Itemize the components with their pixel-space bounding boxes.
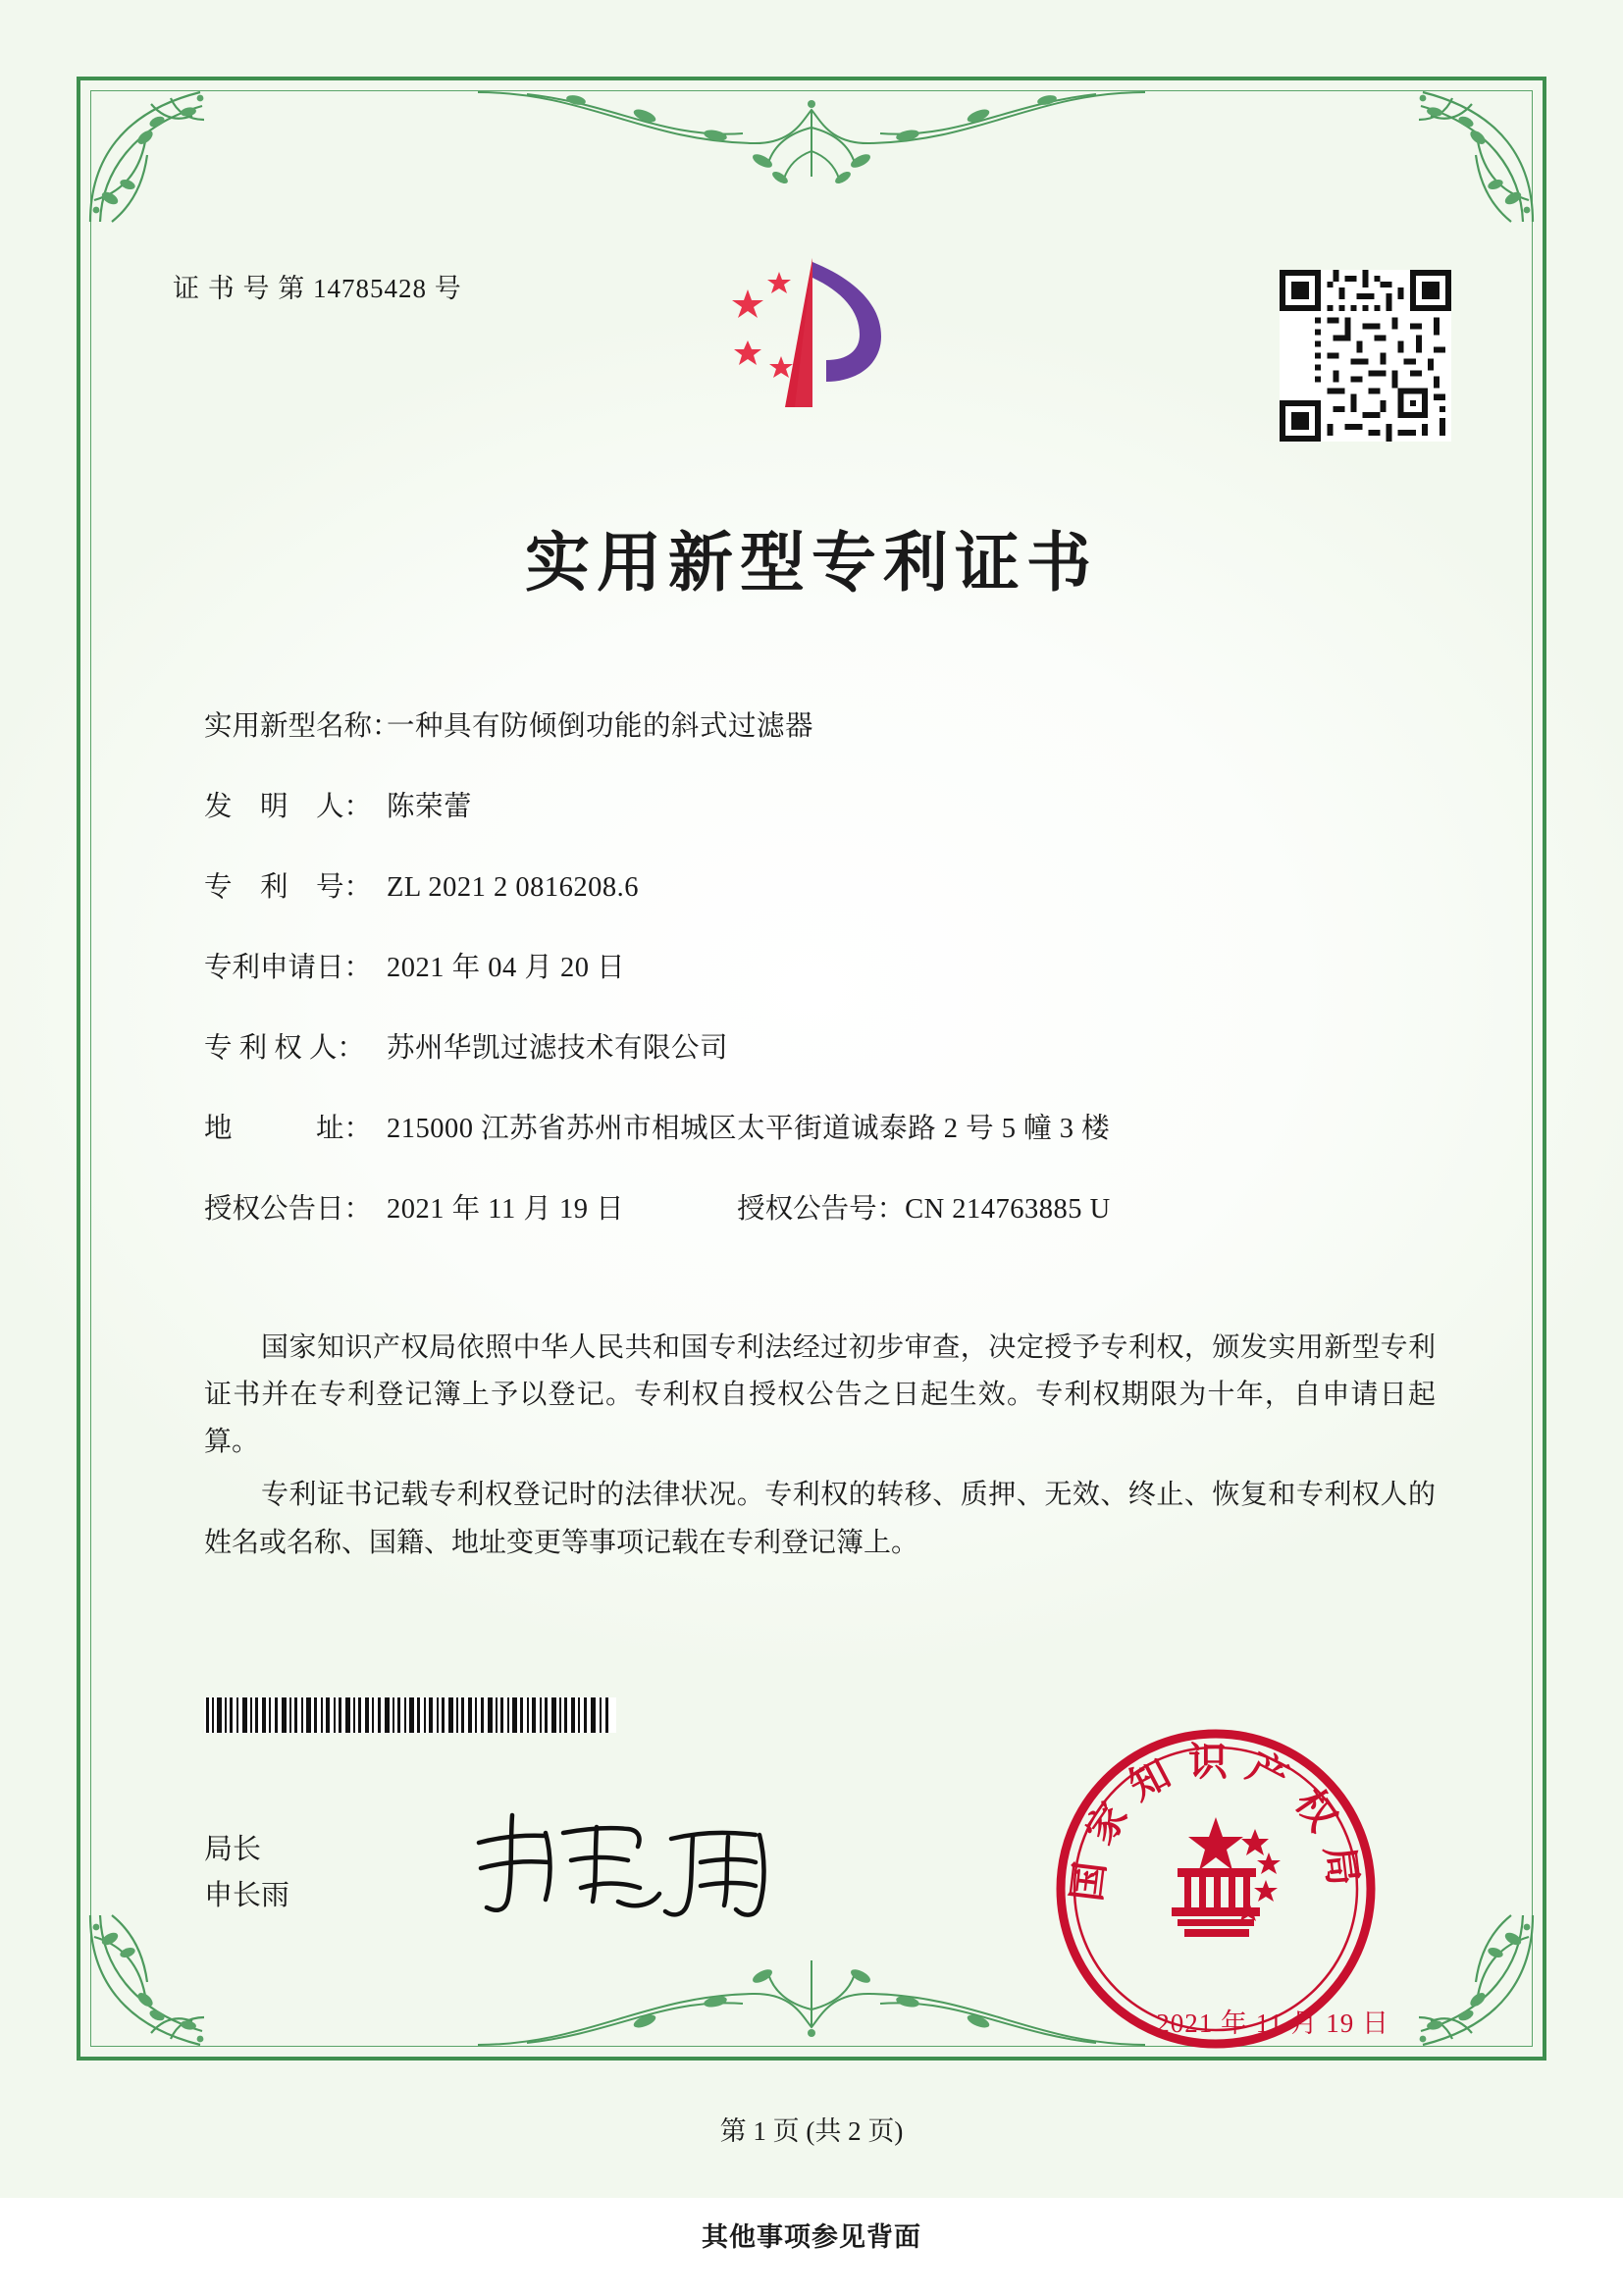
certificate-number: 证 书 号 第 14785428 号 [173,274,462,303]
field-value: 陈荣蕾 [387,792,473,823]
body-paragraph: 专利证书记载专利权登记时的法律状况。专利权的转移、质押、无效、终止、恢复和专利权人的姓名或名称、国籍、地址变更等事项记载在专利登记簿上。 [204,1480,1436,1558]
field-label: 实用新型名称： [204,711,400,742]
field-label: 专 利 权 人： [204,1033,365,1065]
field-label: 发 明 人： [204,792,373,823]
field-row [204,869,1450,906]
director-name: 申长雨 [204,1879,290,1911]
cnipa-emblem-icon [708,250,915,432]
field-label: 专利申请日： [204,953,373,984]
field-value: 苏州华凯过滤技术有限公司 [387,1033,729,1065]
qr-code [1280,270,1451,442]
certificate-body [204,1325,1436,1573]
field-row [204,1111,1450,1147]
field-row [204,950,1450,986]
field-row [204,1030,1450,1067]
svg-text:国家知识产权局: 国家知识产权局 [1063,1739,1369,1905]
field-row-grant [204,1191,1450,1227]
field-value: 215000 江苏省苏州市相城区太平街道诚泰路 2 号 5 幢 3 楼 [387,1114,1111,1145]
field-row [204,708,1450,745]
grant-number-label: 授权公告号： [737,1194,906,1226]
barcode [204,1697,616,1733]
grant-number-value: CN 214763885 U [905,1194,1111,1226]
field-row [204,789,1450,825]
director-title: 局长 [204,1834,262,1865]
page-number: 第 1 页 (共 2 页) [719,2116,904,2146]
field-value: 一种具有防倾倒功能的斜式过滤器 [387,711,814,742]
grant-date-label: 授权公告日： [204,1194,373,1226]
field-label: 专 利 号： [204,872,373,904]
grant-date-value: 2021 年 11 月 19 日 [387,1194,625,1226]
seal-date: 2021 年 11 月 19 日 [1156,2009,1389,2038]
handwritten-signature [461,1803,805,1926]
field-value: ZL 2021 2 0816208.6 [387,872,640,904]
field-label: 地 址： [204,1114,373,1145]
footnote: 其他事项参见背面 [702,2222,921,2252]
certificate-fields [204,708,1450,1272]
field-value: 2021 年 04 月 20 日 [387,953,626,984]
signature-block [204,1827,289,1919]
body-paragraph: 国家知识产权局依照中华人民共和国专利法经过初步审查，决定授予专利权，颁发实用新型专利证书并在专利登记簿上予以登记。专利权自授权公告之日起生效。专利权期限为十年，自申请日起算。 [204,1332,1436,1458]
page-title: 实用新型专利证书 [525,524,1098,600]
